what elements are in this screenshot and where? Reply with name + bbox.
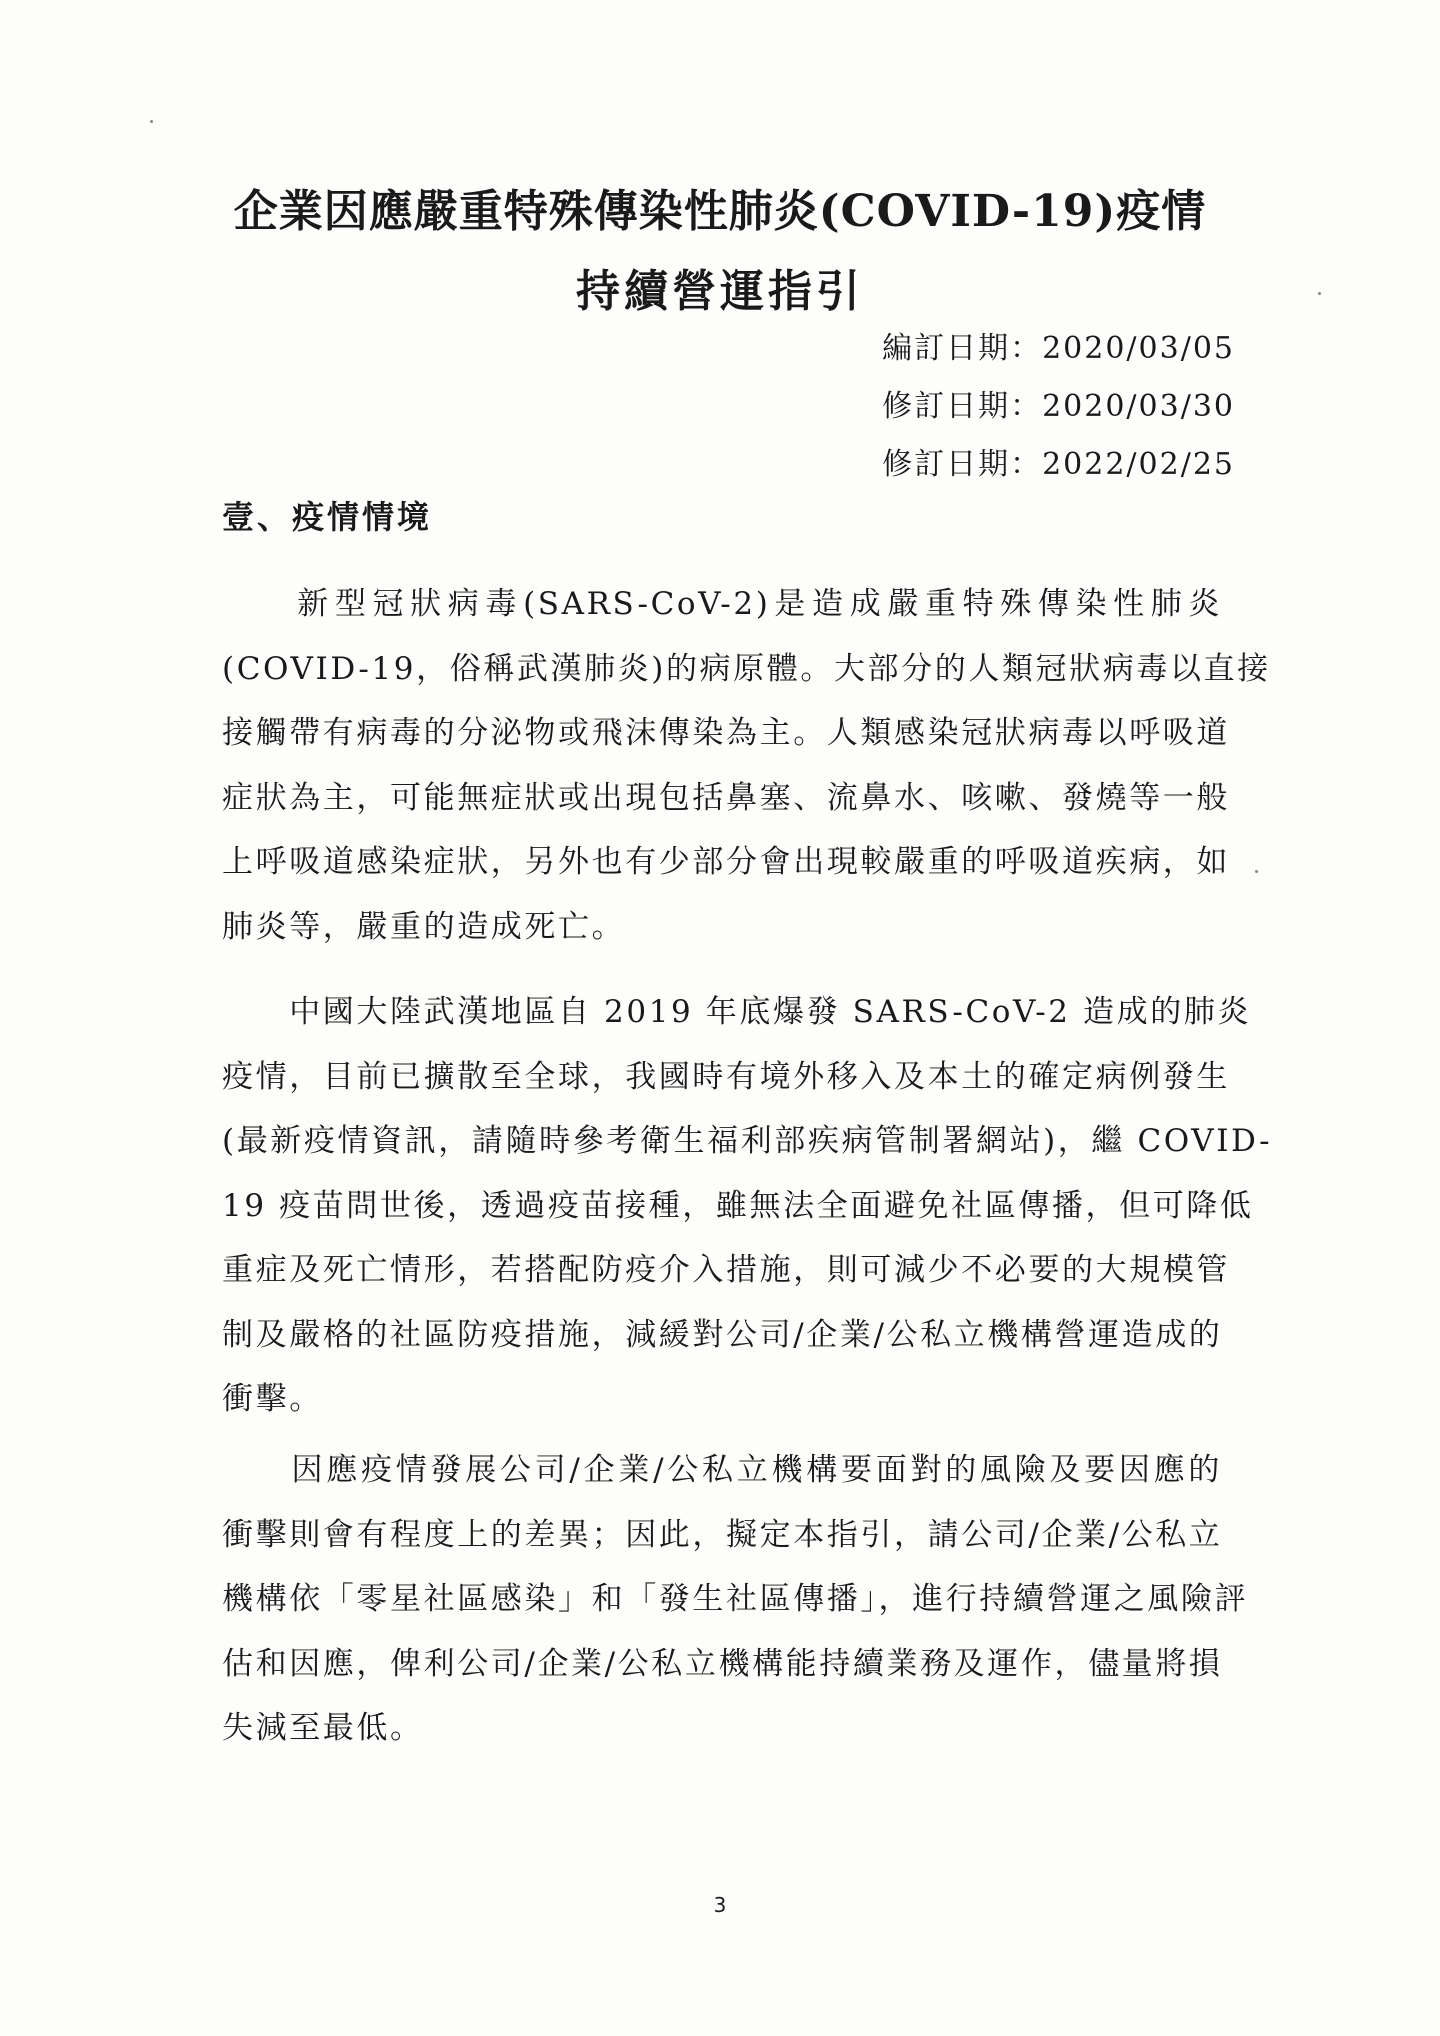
section-heading: 壹、疫情情境 — [222, 498, 433, 536]
paragraph-line: 接觸帶有病毒的分泌物或飛沫傳染為主。人類感染冠狀病毒以呼吸道 — [222, 715, 1230, 751]
paragraph-line: 因應疫情發展公司/企業/公私立機構要面對的風險及要因應的 — [222, 1452, 1222, 1488]
revised-date-2: 修訂日期：2022/02/25 — [882, 447, 1235, 482]
compiled-date: 編訂日期：2020/03/05 — [882, 331, 1235, 366]
paragraph-line: 新型冠狀病毒(SARS-CoV-2)是造成嚴重特殊傳染性肺炎 — [222, 586, 1222, 622]
paragraph-line: 肺炎等，嚴重的造成死亡。 — [222, 908, 626, 945]
paragraph-1 — [222, 572, 1271, 959]
paragraph-line: 機構依「零星社區感染」和「發生社區傳播」，進行持續營運之風險評 — [222, 1581, 1249, 1617]
paragraph-line: 估和因應，俾利公司/企業/公私立機構能持續業務及運作，儘量將損 — [222, 1645, 1223, 1682]
scan-speck — [150, 120, 153, 123]
paragraph-line: 制及嚴格的社區防疫措施，減緩對公司/企業/公私立機構營運造成的 — [222, 1316, 1223, 1353]
document-title-line-2: 持續營運指引 — [576, 266, 864, 317]
paragraph-line: (COVID-19，俗稱武漢肺炎)的病原體。大部分的人類冠狀病毒以直接 — [222, 650, 1271, 687]
scan-speck — [1255, 870, 1258, 873]
paragraph-line: 重症及死亡情形，若搭配防疫介入措施，則可減少不必要的大規模管 — [222, 1252, 1230, 1288]
paragraph-2 — [222, 980, 1273, 1432]
paragraph-line: 衝擊則會有程度上的差異；因此，擬定本指引，請公司/企業/公私立 — [222, 1516, 1223, 1553]
page-number: 3 — [713, 1893, 727, 1917]
paragraph-line: 疫情，目前已擴散至全球，我國時有境外移入及本土的確定病例發生 — [222, 1058, 1230, 1095]
paragraph-line: 中國大陸武漢地區自 2019 年底爆發 SARS-CoV-2 造成的肺炎 — [222, 994, 1252, 1030]
paragraph-line: 上呼吸道感染症狀，另外也有少部分會出現較嚴重的呼吸道疾病，如 — [222, 844, 1230, 880]
document-title-line-1: 企業因應嚴重特殊傳染性肺炎(COVID-19)疫情 — [233, 186, 1207, 237]
paragraph-line: 19 疫苗問世後，透過疫苗接種，雖無法全面避免社區傳播，但可降低 — [222, 1187, 1254, 1224]
revision-dates — [882, 320, 1235, 494]
paragraph-line: 症狀為主，可能無症狀或出現包括鼻塞、流鼻水、咳嗽、發燒等一般 — [222, 779, 1230, 816]
paragraph-line: (最新疫情資訊，請隨時參考衛生福利部疾病管制署網站)，繼 COVID- — [222, 1123, 1273, 1159]
paragraph-3 — [222, 1438, 1249, 1761]
paragraph-line: 衝擊。 — [222, 1381, 323, 1417]
paragraph-line: 失減至最低。 — [222, 1710, 424, 1746]
revised-date-1: 修訂日期：2020/03/30 — [882, 389, 1235, 424]
